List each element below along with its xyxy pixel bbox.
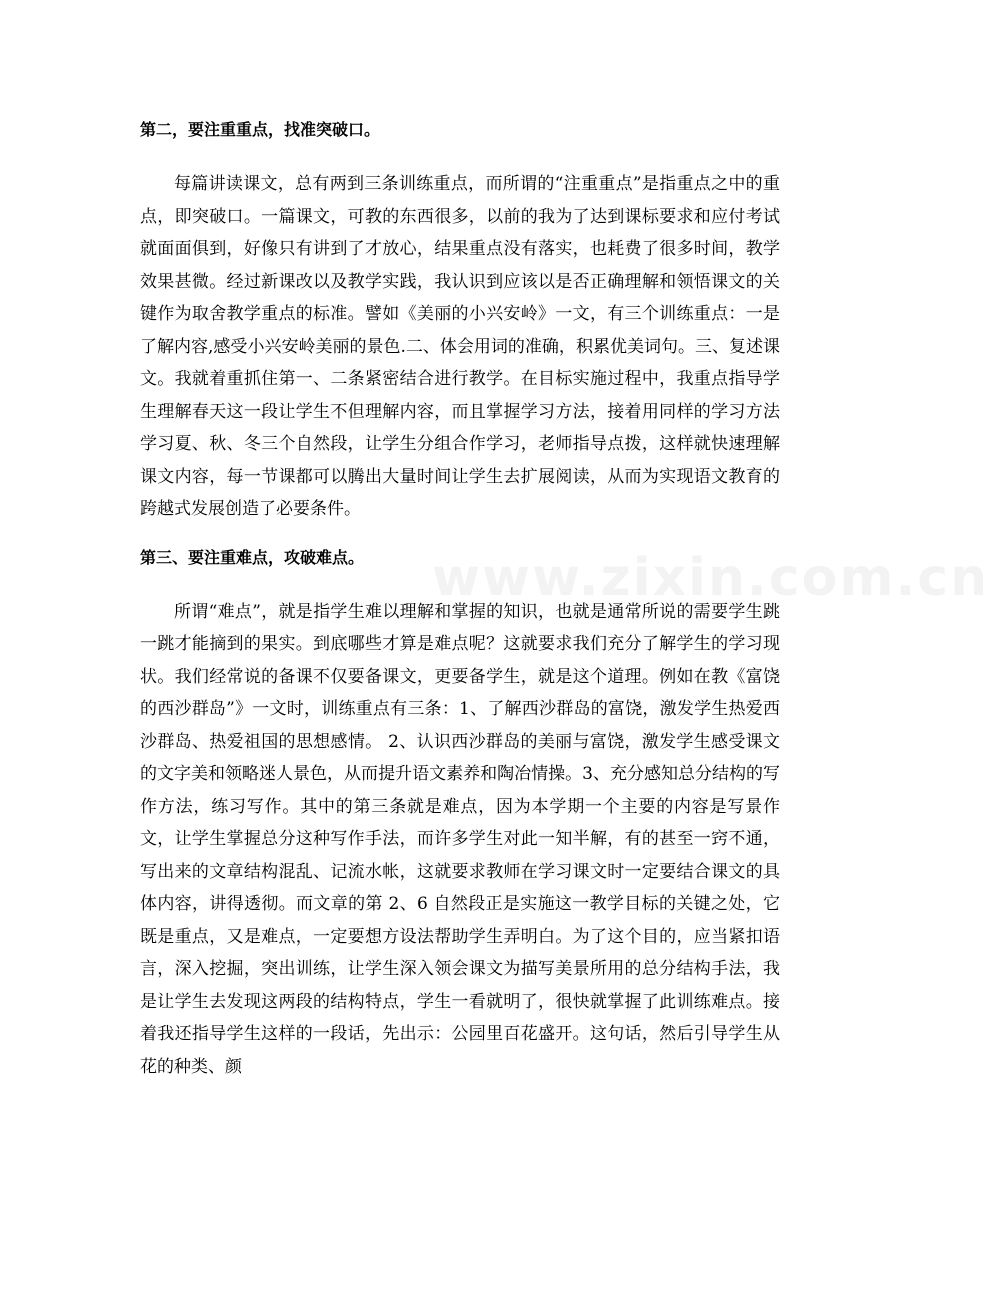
section-paragraph-3: 所谓“难点”，就是指学生难以理解和掌握的知识，也就是通常所说的需要学生跳一跳才能摘到的果实。到底哪些才算是难点呢？这就要求我们充分了解学生的学习现状。我们经常说的备课不仅要备课文，更要备学生，就是这个道理。例如在教《富饶的西沙群岛”》一文时，训练重点有三条：1、了解西沙群岛的富饶，激发学生热爱西沙群岛、热爱祖国的思想感情。 2、认识西沙群岛的美丽与富饶，激发学生感受课文的文字美和领略迷人景色，从而提升语文素养和陶冶情操。3、充分感知总分结构的写作方法，练习写作。其中的第三条就是难点，因为本学期一个主要的内容是写景作文，让学生掌握总分这种写作手法，而许多学生对此一知半解，有的甚至一窍不通，写出来的文章结构混乱、记流水帐，这就要求教师在学习课文时一定要结合课文的具体内容，讲得透彻。而文章的第 2、6 自然段正是实施这一教学目标的关键之处，它既是重点，又是难点，一定要想方设法帮助学生弄明白。为了这个目的，应当紧扣语言，深入挖掘，突出训练，让学生深入领会课文为描写美景所用的总分结构手法，我是让学生去发现这两段的结构特点，学生一看就明了，很快就掌握了此训练难点。接着我还指导学生这样的一段话，先出示：公园里百花盛开。这句话，然后引导学生从花的种类、颜 bbox=[140, 601, 780, 1077]
section-heading-2: 第二，要注重重点，找准突破口。 bbox=[140, 120, 381, 139]
document-body bbox=[140, 110, 780, 1083]
watermark: www.zixin.com.cn bbox=[432, 548, 989, 608]
section-heading-3: 第三、要注重难点，攻破难点。 bbox=[140, 547, 365, 567]
section-paragraph-2: 每篇讲读课文，总有两到三条训练重点，而所谓的“注重重点”是指重点之中的重点，即突破口。一篇课文，可教的东西很多，以前的我为了达到课标要求和应付考试就面面俱到，好像只有讲到了才放心，结果重点没有落实，也耗费了很多时间，教学效果甚微。经过新课改以及教学实践，我认识到应该以是否正确理解和领悟课文的关键作为取舍教学重点的标准。譬如《美丽的小兴安岭》一文，有三个训练重点：一是了解内容,感受小兴安岭美丽的景色.二、体会用词的准确，积累优美词句。三、复述课文。我就着重抓住第一、二条紧密结合进行教学。在目标实施过程中，我重点指导学生理解春天这一段让学生不但理解内容，而且掌握学习方法，接着用同样的学习方法学习夏、秋、冬三个自然段，让学生分组合作学习，老师指导点拨，这样就快速理解课文内容，每一节课都可以腾出大量时间让学生去扩展阅读，从而为实现语文教育的跨越式发展创造了必要条件。 bbox=[140, 174, 780, 519]
